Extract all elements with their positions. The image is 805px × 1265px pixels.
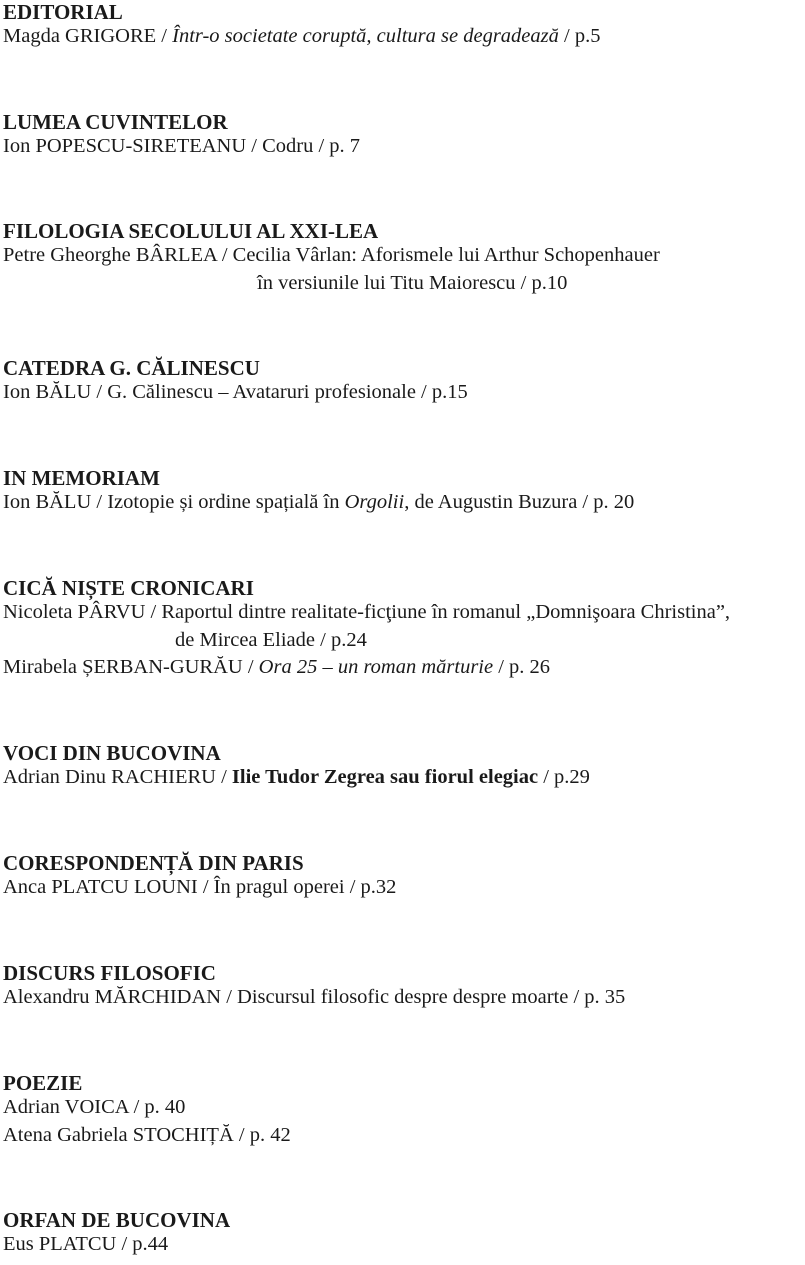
section-heading: LUMEA CUVINTELOR <box>3 110 228 134</box>
toc-section-filologia <box>3 219 660 297</box>
section-heading: DISCURS FILOSOFIC <box>3 961 216 985</box>
entry-page: / p.29 <box>538 766 590 788</box>
toc-section-catedra <box>3 356 468 407</box>
toc-entry-continuation[interactable]: de Mircea Eliade / p.24 <box>175 628 367 651</box>
entry-title: Ilie Tudor Zegrea sau fiorul elegiac <box>231 766 539 788</box>
toc-section-voci-din-bucovina <box>3 741 590 792</box>
toc-entry[interactable]: Ion POPESCU-SIRETEANU / Codru / p. 7 <box>3 135 361 157</box>
toc-entry-continuation[interactable]: în versiunile lui Titu Maiorescu / p.10 <box>257 271 568 294</box>
toc-section-corespondenta <box>3 851 396 902</box>
entry-author: Magda GRIGORE <box>3 25 157 47</box>
entry-author: Adrian Dinu RACHIERU / <box>3 766 232 788</box>
toc-entry[interactable]: Petre Gheorghe BÂRLEA / Cecilia Vârlan: Aforismele lui Arthur Schopenhauer <box>3 244 660 266</box>
toc-section-cronicari <box>3 576 730 682</box>
entry-separator: / <box>242 656 259 678</box>
toc-entry[interactable]: Ion BĂLU / G. Călinescu – Avataruri profesionale / p.15 <box>3 381 468 403</box>
entry-page: / p.5 <box>558 25 601 47</box>
entry-text-end: , de Augustin Buzura / p. 20 <box>404 491 635 513</box>
entry-separator: / <box>156 25 173 47</box>
toc-entry[interactable]: Eus PLATCU / p.44 <box>3 1233 169 1255</box>
section-heading: CORESPONDENȚĂ DIN PARIS <box>3 851 304 875</box>
toc-entry[interactable]: Anca PLATCU LOUNI / În pragul operei / p.32 <box>3 876 397 898</box>
entry-page: / p. 26 <box>493 656 551 678</box>
toc-entry[interactable] <box>3 764 590 792</box>
toc-entry[interactable]: Alexandru MĂRCHIDAN / Discursul filosofic despre despre moarte / p. 35 <box>3 986 626 1008</box>
entry-author: Mirabela ȘERBAN-GURĂU <box>3 656 243 678</box>
entry-title: Ora 25 – un roman mărturie <box>258 656 494 678</box>
toc-section-in-memoriam <box>3 466 634 517</box>
toc-section-orfan-de-bucovina <box>3 1208 230 1259</box>
section-heading: VOCI DIN BUCOVINA <box>3 741 221 765</box>
toc-section-lumea-cuvintelor <box>3 110 360 161</box>
toc-section-discurs-filosofic <box>3 961 625 1012</box>
entry-title: Orgolii <box>344 491 405 513</box>
toc-entry[interactable]: Adrian VOICA / p. 40 <box>3 1096 186 1118</box>
section-heading: ORFAN DE BUCOVINA <box>3 1208 231 1232</box>
toc-entry[interactable]: Atena Gabriela STOCHIȚĂ / p. 42 <box>3 1123 291 1146</box>
section-heading: CATEDRA G. CĂLINESCU <box>3 356 260 380</box>
section-heading: FILOLOGIA SECOLULUI AL XXI-LEA <box>3 219 379 243</box>
toc-entry[interactable]: Nicoleta PÂRVU / Raportul dintre realitate-ficţiune în romanul „Domnişoara Christina”, <box>3 601 731 623</box>
toc-entry[interactable] <box>3 23 600 51</box>
entry-text: Ion BĂLU / Izotopie și ordine spațială în <box>3 491 345 513</box>
toc-entry[interactable] <box>3 489 634 517</box>
toc-section-poezie <box>3 1071 291 1149</box>
toc-entry[interactable] <box>3 654 730 682</box>
section-heading: EDITORIAL <box>3 0 123 24</box>
toc-section-editorial <box>3 0 600 51</box>
section-heading: IN MEMORIAM <box>3 466 160 490</box>
section-heading: CICĂ NIȘTE CRONICARI <box>3 576 254 600</box>
section-heading: POEZIE <box>3 1071 83 1095</box>
entry-title: Într-o societate coruptă, cultura se degradează <box>172 25 559 47</box>
